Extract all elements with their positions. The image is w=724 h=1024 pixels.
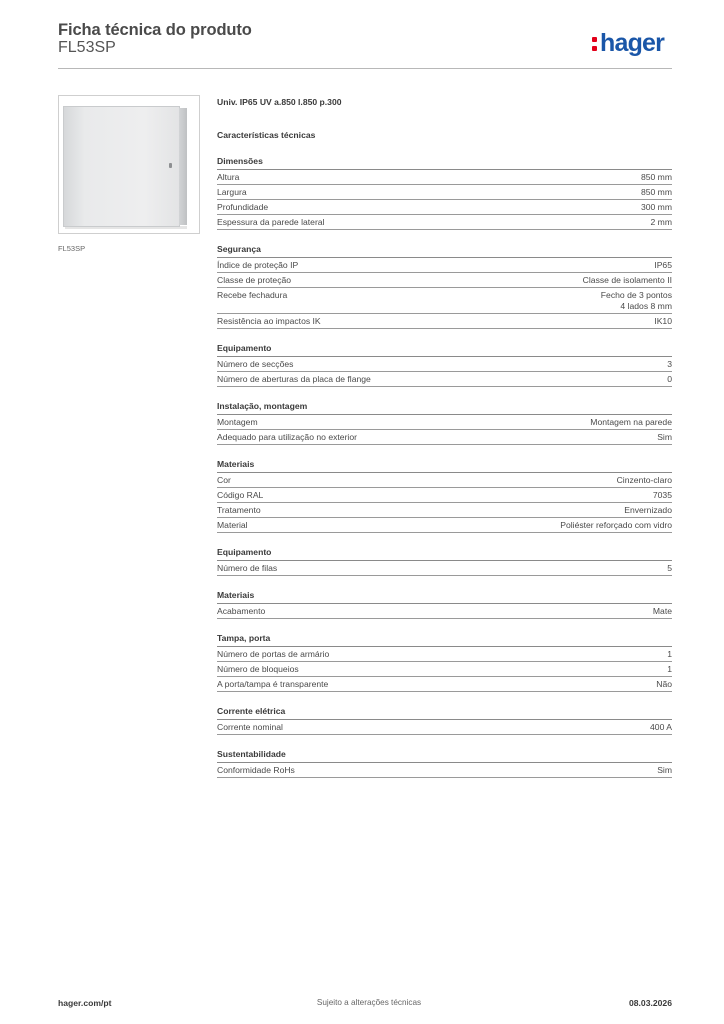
spec-row (217, 677, 672, 692)
spec-group-title: Instalação, montagem (217, 401, 672, 415)
spec-value: Não (656, 678, 672, 689)
spec-row (217, 488, 672, 503)
section-title: Características técnicas (217, 130, 316, 140)
spec-value: 7035 (652, 489, 672, 500)
spec-row (217, 215, 672, 230)
spec-value: 300 mm (640, 202, 672, 212)
spec-value: 2 mm (650, 217, 672, 227)
spec-row (217, 763, 672, 778)
product-name: Univ. IP65 UV a.850 l.850 p.300 (217, 97, 342, 107)
spec-group (217, 156, 672, 230)
spec-label: Classe de proteção (217, 275, 292, 285)
spec-label: Largura (217, 187, 247, 197)
spec-group-title: Equipamento (217, 343, 672, 357)
spec-group-title: Corrente elétrica (217, 706, 672, 720)
spec-row (217, 170, 672, 185)
spec-value: 0 (667, 373, 672, 384)
spec-value: 850 mm (640, 187, 672, 197)
spec-content (217, 97, 672, 778)
hager-logo (592, 28, 664, 58)
spec-value: 1 (667, 663, 672, 674)
spec-label: Índice de proteção IP (217, 260, 299, 270)
spec-label: Recebe fechadura (217, 290, 288, 300)
cabinet-lock-icon (169, 163, 172, 168)
spec-value: Sim (657, 431, 672, 442)
product-code: FL53SP (58, 39, 116, 56)
spec-group (217, 401, 672, 445)
spec-row (217, 357, 672, 372)
spec-label: Número de aberturas da placa de flange (217, 373, 371, 384)
spec-label: Cor (217, 474, 231, 485)
logo-text: hager (600, 29, 665, 57)
footer-date: 08.03.2026 (628, 998, 672, 1008)
spec-group (217, 590, 672, 619)
spec-label: Número de secções (217, 358, 294, 369)
spec-label: Altura (217, 172, 240, 182)
spec-label: Montagem (217, 416, 258, 427)
spec-label: Material (217, 519, 248, 530)
header-divider (58, 68, 672, 69)
spec-group-title: Tampa, porta (217, 633, 672, 647)
spec-label: Acabamento (217, 605, 266, 616)
spec-group-title: Equipamento (217, 547, 672, 561)
spec-row (217, 720, 672, 735)
spec-group-title: Dimensões (217, 156, 672, 170)
spec-group (217, 244, 672, 329)
spec-row (217, 604, 672, 619)
spec-value: IK10 (654, 315, 672, 326)
spec-value: Mate (652, 605, 672, 616)
spec-row (217, 185, 672, 200)
spec-row (217, 273, 672, 288)
footer-notice: Sujeito a alterações técnicas (316, 998, 422, 1007)
spec-value: IP65 (654, 260, 672, 270)
spec-label: Espessura da parede lateral (217, 217, 325, 227)
footer-website: hager.com/pt (58, 998, 112, 1008)
spec-label: Adequado para utilização no exterior (217, 431, 357, 442)
spec-value: 3 (667, 358, 672, 369)
spec-group-title: Sustentabilidade (217, 749, 672, 763)
spec-label: Resistência ao impactos IK (217, 315, 321, 326)
spec-row (217, 314, 672, 329)
spec-label: Profundidade (217, 202, 269, 212)
spec-value: Poliéster reforçado com vidro (560, 519, 672, 530)
spec-label: Número de portas de armário (217, 648, 330, 659)
spec-row (217, 518, 672, 533)
spec-row (217, 415, 672, 430)
logo-dots-icon (592, 36, 598, 52)
spec-row (217, 662, 672, 677)
spec-row (217, 200, 672, 215)
spec-row (217, 258, 672, 273)
spec-row (217, 372, 672, 387)
spec-group (217, 633, 672, 692)
spec-label: Conformidade RoHs (217, 764, 295, 775)
page-title: Ficha técnica do produto (58, 21, 252, 39)
spec-value: 400 A (650, 721, 672, 732)
enclosure-cabinet-icon (63, 106, 180, 227)
spec-group (217, 547, 672, 576)
spec-label: Tratamento (217, 504, 261, 515)
product-image (58, 95, 200, 234)
spec-value: Envernizado (624, 504, 672, 515)
spec-value: Montagem na parede (590, 416, 672, 427)
spec-label: Número de bloqueios (217, 663, 299, 674)
spec-label: Número de filas (217, 562, 278, 573)
spec-value: 850 mm (640, 172, 672, 182)
spec-label: A porta/tampa é transparente (217, 678, 329, 689)
spec-label: Corrente nominal (217, 721, 283, 732)
spec-value: 5 (667, 562, 672, 573)
spec-row (217, 561, 672, 576)
spec-row (217, 288, 672, 314)
spec-group-title: Segurança (217, 244, 672, 258)
spec-group-title: Materiais (217, 459, 672, 473)
spec-group (217, 749, 672, 778)
spec-value: 1 (667, 648, 672, 659)
spec-label: Código RAL (217, 489, 264, 500)
spec-value: Sim (657, 764, 672, 775)
spec-value: Classe de isolamento II (582, 275, 672, 285)
spec-groups (217, 156, 672, 778)
spec-group-title: Materiais (217, 590, 672, 604)
spec-row (217, 430, 672, 445)
spec-row (217, 473, 672, 488)
spec-row (217, 503, 672, 518)
spec-value: Fecho de 3 pontos 4 lados 8 mm (600, 290, 672, 311)
spec-group (217, 459, 672, 533)
spec-row (217, 647, 672, 662)
image-caption: FL53SP (58, 244, 86, 253)
spec-group (217, 343, 672, 387)
spec-group (217, 706, 672, 735)
spec-value: Cinzento-claro (616, 474, 672, 485)
